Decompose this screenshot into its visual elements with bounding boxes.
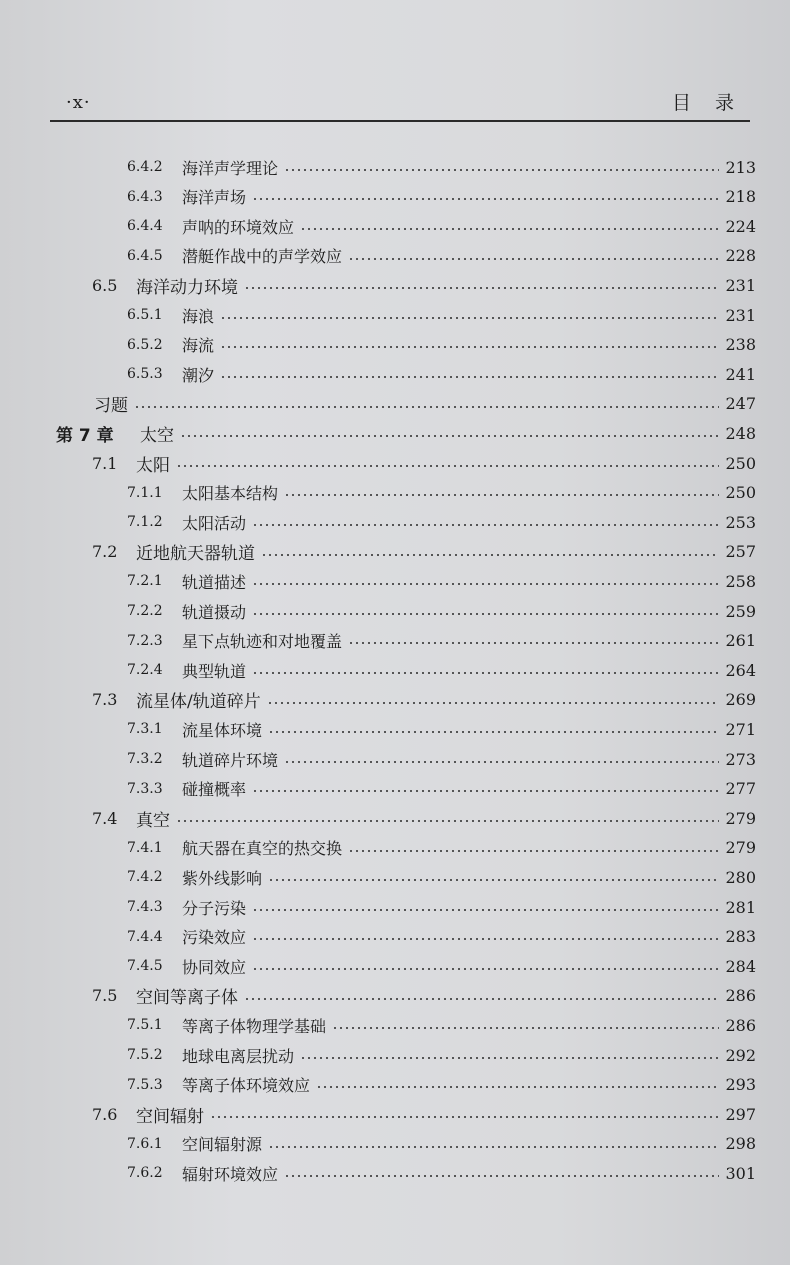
toc-dot-leader — [220, 317, 719, 319]
toc-entry-number: 6.5.3 — [127, 366, 163, 383]
toc-entry-title: 等离子体物理学基础 — [182, 1016, 327, 1036]
toc-entry-title: 轨道摄动 — [182, 602, 247, 622]
toc-entry — [0, 1070, 790, 1100]
toc-entry-number: 7.6 — [92, 1104, 118, 1124]
toc-dot-leader — [252, 938, 719, 940]
toc-entry-page: 228 — [725, 246, 756, 266]
toc-entry — [0, 626, 790, 656]
toc-entry-number: 7.2.1 — [127, 573, 163, 590]
toc-entry-number: 6.4.2 — [127, 159, 163, 175]
toc-entry — [0, 833, 790, 863]
toc-entry-page: 279 — [725, 808, 756, 828]
toc-dot-leader — [220, 376, 719, 378]
toc-dot-leader — [244, 998, 719, 1000]
toc-entry — [0, 1099, 790, 1129]
toc-entry-title: 污染效应 — [182, 928, 247, 948]
toc-entry — [0, 951, 790, 981]
toc-dot-leader — [176, 820, 719, 822]
toc-dot-leader — [348, 850, 719, 852]
toc-entry — [0, 182, 790, 212]
toc-entry-page: 257 — [725, 542, 756, 562]
toc-entry-number: 7.3.1 — [127, 721, 163, 738]
toc-entry-page: 298 — [725, 1134, 756, 1154]
toc-entry — [0, 1040, 790, 1070]
toc-entry — [0, 892, 790, 922]
toc-entry-number: 7.3.3 — [127, 780, 163, 797]
toc-entry-page: 281 — [725, 897, 756, 917]
toc-entry-page: 261 — [725, 631, 756, 651]
toc-entry-title: 流星体/轨道碎片 — [136, 692, 261, 713]
toc-entry — [0, 862, 790, 892]
toc-entry-page: 231 — [725, 275, 756, 295]
toc-dot-leader — [210, 1116, 719, 1118]
toc-entry — [0, 714, 790, 744]
toc-entry-page: 247 — [725, 394, 756, 414]
toc-dot-leader — [252, 198, 719, 200]
toc-dot-leader — [268, 1146, 719, 1148]
toc-entry-page: 264 — [725, 660, 756, 680]
toc-entry-number: 7.3 — [92, 690, 118, 710]
toc-entry-title: 潮汐 — [182, 365, 215, 385]
toc-dot-leader — [268, 879, 719, 881]
toc-entry — [0, 389, 790, 419]
toc-entry-title: 声呐的环境效应 — [182, 217, 295, 237]
toc-entry-title: 分子污染 — [182, 898, 247, 918]
toc-entry — [0, 478, 790, 508]
toc-entry — [0, 241, 790, 271]
toc-entry-title: 碰撞概率 — [182, 780, 247, 800]
toc-entry-page: 271 — [725, 719, 756, 739]
toc-entry-number: 6.5.1 — [127, 307, 163, 323]
toc-entry-title: 太阳活动 — [182, 513, 247, 533]
toc-entry — [0, 744, 790, 774]
toc-entry-title: 近地航天器轨道 — [136, 544, 255, 565]
toc-entry-number: 7.4.3 — [127, 899, 163, 915]
toc-entry-number: 6.4.4 — [127, 218, 163, 235]
toc-entry — [0, 922, 790, 952]
toc-entry-page: 277 — [725, 779, 756, 799]
toc-entry — [0, 1129, 790, 1159]
toc-entry-title: 航天器在真空的热交换 — [182, 839, 343, 859]
toc-entry-title: 太空 — [140, 425, 174, 446]
toc-entry — [0, 330, 790, 360]
toc-entry-title: 海洋动力环境 — [136, 277, 238, 298]
toc-dot-leader — [300, 1057, 719, 1059]
toc-entry-page: 293 — [725, 1075, 756, 1095]
toc-dot-leader — [252, 968, 719, 970]
toc-entry-title: 空间辐射 — [136, 1106, 204, 1127]
toc-entry-number: 7.2.2 — [127, 603, 163, 619]
toc-entry-page: 273 — [725, 749, 756, 769]
toc-entry — [0, 803, 790, 833]
toc-entry-page: 297 — [725, 1104, 756, 1124]
toc-entry-title: 真空 — [136, 810, 170, 831]
toc-entry-title: 太阳 — [136, 455, 170, 476]
toc-dot-leader — [267, 702, 720, 704]
toc-entry-page: 241 — [725, 364, 756, 384]
toc-entry — [0, 270, 790, 300]
toc-dot-leader — [348, 642, 719, 644]
toc-entry — [0, 981, 790, 1011]
toc-entry-number: 7.1.1 — [127, 484, 163, 501]
toc-entry-title: 等离子体环境效应 — [182, 1076, 311, 1096]
toc-dot-leader — [284, 169, 719, 171]
toc-entry-number: 7.5 — [92, 986, 118, 1006]
toc-entry-title: 流星体环境 — [182, 720, 263, 740]
toc-entry-number: 7.4.4 — [127, 928, 163, 945]
toc-entry-number: 7.6.2 — [127, 1165, 163, 1182]
toc-entry — [0, 537, 790, 567]
toc-entry — [0, 685, 790, 715]
toc-dot-leader — [268, 731, 719, 733]
toc-entry-page: 280 — [725, 867, 756, 887]
toc-entry-number: 7.2 — [92, 542, 118, 562]
toc-dot-leader — [252, 524, 719, 526]
toc-entry-number: 7.4.2 — [127, 869, 163, 886]
toc-entry — [0, 300, 790, 330]
toc-entry-page: 238 — [725, 335, 756, 355]
toc-entry-number: 7.5.3 — [127, 1076, 163, 1093]
toc-entry — [0, 596, 790, 626]
toc-entry — [0, 774, 790, 804]
toc-entry-page: 218 — [725, 187, 756, 207]
toc-entry-title: 海洋声学理论 — [182, 158, 279, 178]
toc-dot-leader — [348, 258, 719, 260]
toc-entry-page: 284 — [725, 956, 756, 976]
toc-dot-leader — [300, 228, 719, 230]
toc-entry-title: 辐射环境效应 — [182, 1164, 279, 1184]
toc-entry-page: 258 — [725, 571, 756, 591]
toc-entry — [0, 152, 790, 182]
toc-dot-leader — [180, 435, 719, 437]
toc-entry-title: 习题 — [94, 396, 128, 417]
toc-entry-number: 7.5.2 — [127, 1047, 163, 1063]
toc-entry-page: 213 — [725, 157, 756, 177]
toc-dot-leader — [176, 465, 719, 467]
toc-entry-number: 7.1 — [92, 453, 118, 473]
toc-dot-leader — [261, 554, 719, 556]
toc-entry-number: 7.3.2 — [127, 751, 163, 767]
toc-entry-title: 轨道碎片环境 — [182, 750, 279, 770]
toc-dot-leader — [332, 1027, 719, 1029]
toc-entry — [0, 448, 790, 478]
toc-entry-page: 292 — [725, 1045, 756, 1065]
toc-dot-leader — [244, 287, 719, 289]
toc-entry-title: 空间辐射源 — [182, 1135, 263, 1155]
toc-entry — [0, 655, 790, 685]
toc-entry — [0, 507, 790, 537]
toc-entry-number: 7.4.5 — [127, 958, 163, 975]
toc-dot-leader — [220, 346, 719, 348]
toc-dot-leader — [252, 613, 719, 615]
toc-entry-page: 248 — [725, 423, 756, 443]
page-marker: ·x· — [66, 92, 91, 113]
toc-entry — [0, 566, 790, 596]
toc-entry-number: 7.5.1 — [127, 1017, 163, 1034]
toc-entry-page: 250 — [725, 453, 756, 473]
toc-entry-number: 7.4 — [92, 808, 118, 828]
toc-entry-page: 259 — [725, 601, 756, 621]
toc-entry-number: 6.4.5 — [127, 247, 163, 264]
toc-entry-page: 283 — [725, 927, 756, 947]
toc-entry-number: 6.4.3 — [127, 188, 163, 205]
toc-entry-page: 286 — [725, 1015, 756, 1035]
toc-entry-number: 第 7 章 — [56, 425, 114, 446]
toc-dot-leader — [252, 790, 719, 792]
toc-entry-title: 潜艇作战中的声学效应 — [182, 247, 343, 267]
toc-dot-leader — [284, 761, 719, 763]
toc-entry-title: 星下点轨迹和对地覆盖 — [182, 632, 343, 652]
toc-entry-number: 7.4.1 — [127, 839, 163, 856]
section-title: 目录 — [671, 92, 758, 114]
toc-entry-title: 海洋声场 — [182, 188, 247, 208]
toc-entry — [0, 1010, 790, 1040]
toc-entry-title: 海流 — [182, 336, 215, 356]
toc-entry-page: 279 — [725, 838, 756, 858]
toc-entry-title: 空间等离子体 — [136, 988, 238, 1009]
toc-entry-title: 典型轨道 — [182, 661, 247, 681]
toc-dot-leader — [134, 406, 719, 408]
toc-entry — [0, 359, 790, 389]
toc-entry-number: 6.5.2 — [127, 336, 163, 353]
page-header — [50, 86, 758, 122]
toc-dot-leader — [252, 672, 719, 674]
toc-dot-leader — [252, 583, 719, 585]
toc-entry-number: 7.2.4 — [127, 662, 163, 679]
toc-entry-title: 太阳基本结构 — [182, 484, 279, 504]
toc-entry-page: 286 — [725, 986, 756, 1006]
toc-entry-title: 海浪 — [182, 306, 215, 326]
toc-dot-leader — [316, 1086, 719, 1088]
toc-entry-page: 301 — [725, 1163, 756, 1183]
toc-entry-page: 250 — [725, 483, 756, 503]
toc-entry — [0, 211, 790, 241]
toc-entry-number: 6.5 — [92, 275, 118, 295]
toc-entry-page: 269 — [725, 690, 756, 710]
toc-entry-page: 224 — [725, 216, 756, 236]
toc-entry-number: 7.2.3 — [127, 632, 163, 649]
toc-dot-leader — [284, 1175, 719, 1177]
toc-dot-leader — [284, 494, 719, 496]
toc-entry-number: 7.1.2 — [127, 514, 163, 531]
toc-entry — [0, 418, 790, 448]
toc-entry-title: 地球电离层扰动 — [182, 1046, 295, 1066]
toc-entry-page: 253 — [725, 512, 756, 532]
toc-entry — [0, 1158, 790, 1188]
toc-dot-leader — [252, 909, 719, 911]
toc-entry-title: 轨道描述 — [182, 572, 247, 592]
toc-entry-title: 紫外线影响 — [182, 868, 263, 888]
toc-entry-title: 协同效应 — [182, 957, 247, 977]
toc-entry-page: 231 — [725, 305, 756, 325]
toc-entry-number: 7.6.1 — [127, 1135, 163, 1152]
